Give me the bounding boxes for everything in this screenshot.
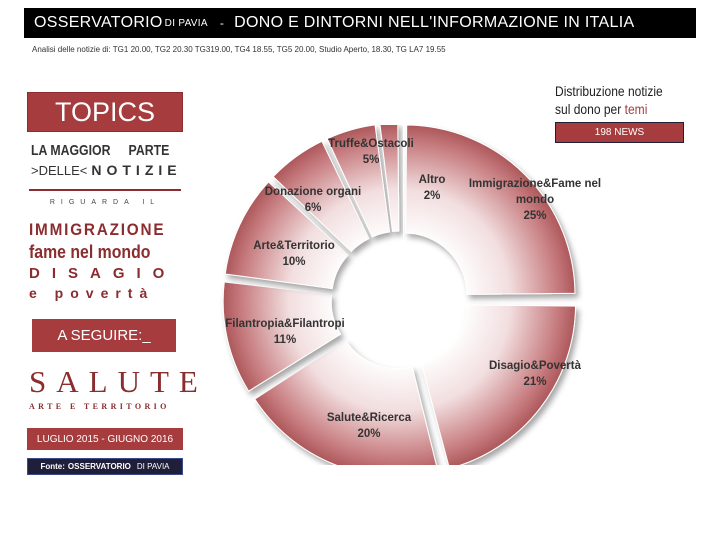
slice-label-6: Donazione organi 6% [264, 186, 362, 214]
parte-text: PARTE [128, 142, 170, 159]
brand-suffix: DI PAVIA [164, 17, 208, 29]
subheader-sources: Analisi delle notizie di: TG1 20.00, TG2 20.30 TG319.00, TG4 18.55, TG5 20.00, Studio Aperto, 18.30, TG LA7 19.55 [32, 45, 446, 54]
distribution-line2-accent: temi [624, 101, 648, 117]
riguarda-text: RIGUARDA IL [49, 199, 161, 206]
a-seguire-box: A SEGUIRE:_ [32, 319, 176, 352]
slice-immigrazione-fame-nel-mondo [406, 125, 575, 294]
news-count-badge: 198 NEWS [555, 122, 684, 143]
la-maggior-parte [31, 142, 169, 159]
slice-label-1: Immigrazione&Fame nel mondo 25% [468, 178, 602, 222]
fonte-suffix: DI PAVIA [136, 462, 170, 471]
donut-chart [220, 125, 620, 465]
header-separator: - [219, 16, 225, 30]
brand-name: OSSERVATORIO [34, 14, 163, 31]
arte-territorio-text: ARTE E TERRITORIO [29, 402, 170, 411]
distribution-title [555, 82, 663, 118]
distribution-line1: Distribuzione notizie [555, 83, 663, 99]
topics-box: TOPICS [27, 92, 183, 132]
page-title: DONO E DINTORNI NELL'INFORMAZIONE IN ITALIA [234, 14, 635, 31]
header-bar [24, 8, 696, 38]
fonte-label: Fonte: [40, 462, 65, 471]
distribution-line2 [555, 100, 663, 118]
fame-text: fame nel mondo [29, 242, 151, 262]
slice-label-3: Salute&Ricerca 20% [326, 412, 412, 440]
source-box [27, 458, 183, 475]
delle-text: >DELLE< [31, 163, 88, 178]
fonte-source: OSSERVATORIO [67, 462, 131, 471]
immigrazione-text: IMMIGRAZIONE [29, 220, 166, 239]
delle-notizie [31, 162, 182, 178]
period-box: LUGLIO 2015 - GIUGNO 2016 [27, 428, 183, 450]
slice-label-7: Truffe&Ostacoli 5% [328, 138, 414, 166]
notizie-text: NOTIZIE [91, 162, 182, 178]
slice-disagio-povert [422, 305, 576, 465]
slice-label-4: Filantropia&Filantropi 11% [225, 318, 345, 346]
salute-text: SALUTE [29, 364, 208, 399]
poverta-text: e povertà [29, 285, 155, 301]
divider [29, 189, 181, 191]
slice-label-2: Disagio&Povertà 21% [488, 360, 582, 388]
la-maggior-text: LA MAGGIOR [31, 142, 111, 159]
slice-label-8: Altro 2% [418, 174, 446, 202]
disagio-text: DISAGIO [29, 265, 177, 282]
slice-label-5: Arte&Territorio 10% [253, 240, 335, 268]
distribution-line2-prefix: sul dono per [555, 101, 622, 117]
